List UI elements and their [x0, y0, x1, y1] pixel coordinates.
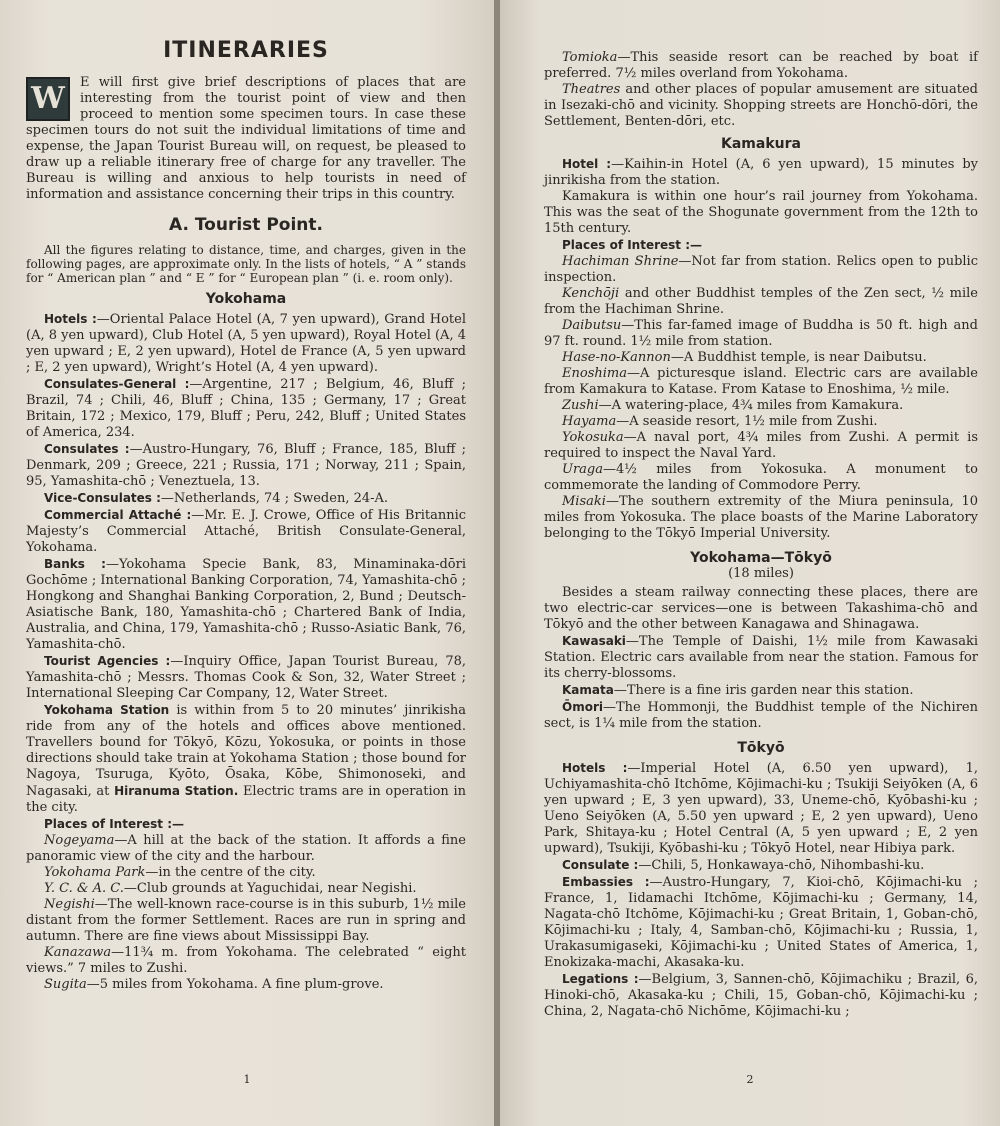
yokohama-banks	[26, 556, 466, 653]
page-number: 1	[243, 1073, 251, 1086]
place-name: Daibutsu	[562, 318, 622, 333]
text: is within from 5 to 20 minutes’ jinrikisha ride from any of the hotels and offices above mentioned. Travellers bound for Tōkyō, Kōzu, Yokosuka, or points in those directions should take train at Yokohama Station ; those bound for Nagoya, Tsuruga, Kyōto, Ōsaka, Kōbe, Shimonoseki, and Nagasaki, at	[26, 703, 466, 799]
page-number: 2	[746, 1073, 754, 1086]
place-name: Theatres	[562, 82, 621, 97]
text: —This seaside resort can be reached by boat if preferred. 7½ miles overland from Yokohama.	[544, 50, 978, 81]
place-name: Nogeyama	[44, 833, 115, 848]
text: —Imperial Hotel (A, 6.50 yen upward), 1, Uchiyamashita-chō Itchōme, Kōjimachi-ku ; Tsukiji Seiyōken (A, 6 yen upward ; E, 3 yen upward), 33, Uneme-chō, Kyōbashi-ku ; Ueno Seiyōken (A, 5.50 yen upward ; E, 2 yen upward), Ueno Park, Shitaya-ku ; Hotel Central (A, 5 yen upward ; E, 2 yen upward), Tsukiji, Kyōbashi-ku ; Tōkyō Hotel, near Hibiya park.	[544, 761, 978, 856]
place-name: Negishi	[44, 897, 95, 912]
label: Vice-Consulates :	[44, 491, 161, 505]
text: —The Hommonji, the Buddhist temple of the Nichiren sect, is 1¼ mile from the station.	[544, 700, 978, 731]
yokohama-tourist-agencies	[26, 653, 466, 702]
places-of-interest-label	[26, 816, 466, 833]
place-entry	[26, 945, 466, 977]
tokyo-heading: Tōkyō	[737, 740, 785, 756]
text: —Austro-Hungary, 7, Kioi-chō, Kōjimachi-ku ; France, 1, Iidamachi Itchōme, Kōjimachi-ku ; Germany, 14, Nagata-chō Itchōme, Kōjimachi-ku ; Great Britain, 1, Goban-chō, Kōjimachi-ku ; Italy, 4, Samban-chō, Kōjimachi-ku ; Russia, 1, Urakasumigaseki, Kōjimachi-ku ; United States of America, 1, Enokizaka-machi, Akasaka-ku.	[544, 875, 979, 970]
tokyo-embassies	[544, 874, 978, 971]
tokyo-hotels	[544, 760, 978, 857]
place-entry	[26, 977, 466, 993]
text: —A naval port, 4¾ miles from Zushi. A permit is required to inspect the Naval Yard.	[544, 430, 978, 461]
yokohama-consulates-general	[26, 376, 466, 441]
place-name: Hase-no-Kannon	[562, 350, 671, 365]
label: Tourist Agencies :	[44, 654, 171, 668]
yokohama-tokyo-heading: Yokohama—Tōkyō	[690, 550, 832, 566]
text: —Inquiry Office, Japan Tourist Bureau, 78, Yamashita-chō ; Messrs. Thomas Cook & Son, 32, Water Street ; International Sleeping Car Company, 12, Water Street.	[26, 654, 466, 701]
text: —This far-famed image of Buddha is 50 ft. high and 97 ft. round. 1½ mile from station.	[544, 318, 978, 349]
intro-paragraph: E will first give brief descriptions of places that are interesting from the tourist point of view and then proceed to mention some specimen tours. In case these specimen tours do not suit the individual limitations of time and expense, the Japan Tourist Bureau will, on request, be pleased to draw up a reliable itinerary free of charge for any traveller. The Bureau is willing and anxious to help tourists in need of information and assistance concerning their trips in this country.	[26, 75, 466, 202]
label: Kawasaki	[562, 634, 626, 648]
place-entry	[26, 881, 466, 897]
label: Yokohama Station	[44, 703, 170, 717]
label: Kamata	[562, 683, 614, 697]
place-name: Enoshima	[562, 366, 627, 381]
route-stop	[544, 682, 978, 699]
label: Places of Interest :—	[44, 817, 185, 831]
yokohama-tokyo-distance: (18 miles)	[728, 566, 794, 581]
text: —There is a fine iris garden near this station.	[613, 683, 914, 698]
place-name: Yokohama Park	[44, 865, 146, 880]
tokyo-consulate	[544, 857, 978, 874]
kamakura-hotel	[544, 156, 978, 189]
page-title: ITINERARIES	[163, 38, 329, 63]
route-stop	[544, 633, 978, 682]
place-name: Y. C. & A. C.	[44, 881, 124, 896]
label: Hotel :	[562, 157, 612, 171]
text: —Argentine, 217 ; Belgium, 46, Bluff ; Brazil, 74 ; Chili, 46, Bluff ; China, 135 ; Germany, 17 ; Great Britain, 172 ; Mexico, 179, Bluff ; Peru, 242, Bluff ; United States of America, 234.	[26, 377, 466, 440]
text: —The Temple of Daishi, 1½ mile from Kawasaki Station. Electric cars available from near the station. Famous for its cherry-blossoms.	[544, 634, 978, 681]
text: —Oriental Palace Hotel (A, 7 yen upward), Grand Hotel (A, 8 yen upward), Club Hotel (A, 5 yen upward), Royal Hotel (A, 4 yen upward ; E, 2 yen upward), Hotel de France (A, 5 yen upward ; E, 2 yen upward), Wright’s Hotel (A, 4 yen upward).	[26, 312, 466, 375]
label: Consulate :	[562, 858, 639, 872]
place-entry	[544, 318, 978, 350]
text: —5 miles from Yokohama. A fine plum-grove.	[86, 977, 384, 992]
text: —A picturesque island. Electric cars are available from Kamakura to Katase. From Katase to Enoshima, ½ mile.	[544, 366, 978, 397]
text: —Mr. E. J. Crowe, Office of His Britannic Majesty’s Commercial Attaché, British Consulate-General, Yokohama.	[26, 508, 467, 555]
place-name: Zushi	[562, 398, 599, 413]
label: Hotels :	[44, 312, 97, 326]
kamakura-description: Kamakura is within one hour’s rail journey from Yokohama. This was the seat of the Shogunate government from the 12th to 15th century.	[544, 189, 978, 236]
label: Places of Interest :—	[562, 238, 703, 252]
yokohama-hotels	[26, 311, 466, 376]
yokohama-station	[26, 702, 466, 816]
text: —Belgium, 3, Sannen-chō, Kōjimachiku ; Brazil, 6, Hinoki-chō, Akasaka-ku ; Chili, 15, Goban-chō, Kōjimachi-ku ; China, 2, Nagata-chō Nichōme, Kōjimachi-ku ;	[544, 972, 978, 1019]
place-name: Kanazawa	[44, 945, 112, 960]
label: Consulates :	[44, 442, 130, 456]
place-entry	[544, 286, 978, 318]
place-entry	[544, 366, 978, 398]
text: —Club grounds at Yaguchidai, near Negishi.	[123, 881, 417, 896]
text: —Netherlands, 74 ; Sweden, 24-A.	[160, 491, 389, 506]
places-of-interest-label	[544, 237, 978, 254]
text: —A hill at the back of the station. It affords a fine panoramic view of the city and the harbour.	[26, 833, 466, 864]
text: —Not far from station. Relics open to public inspection.	[544, 254, 978, 285]
place-entry	[544, 430, 978, 462]
yokohama-consulates	[26, 441, 466, 490]
place-name: Misaki	[562, 494, 606, 509]
text: —A seaside resort, 1½ mile from Zushi.	[616, 414, 878, 429]
place-entry	[544, 82, 978, 130]
text: Electric trams are in operation in the city.	[26, 784, 466, 815]
place-name: Hayama	[562, 414, 617, 429]
text: —Chili, 5, Honkawaya-chō, Nihombashi-ku.	[638, 858, 925, 873]
place-entry	[544, 50, 978, 82]
text: —Kaihin-in Hotel (A, 6 yen upward), 15 minutes by jinrikisha from the station.	[544, 157, 978, 188]
label: Hiranuma Station.	[114, 784, 239, 798]
text: —Yokohama Specie Bank, 83, Minaminaka-dōri Gochōme ; International Banking Corporation, 74, Yamashita-chō ; Hongkong and Shanghai Banking Corporation, 2, Bund ; Deutsch-Asiatische Bank, 180, Yamashita-chō ; Chartered Bank of India, Australia, and China, 179, Yamashita-chō ; Russo-Asiatic Bank, 76, Yamashita-chō.	[26, 557, 466, 652]
text: —The well-known race-course is in this suburb, 1½ mile distant from the former Settlement. Races are run in spring and autumn. There are fine views about Mississippi Bay.	[26, 897, 466, 944]
label: Banks :	[44, 557, 106, 571]
text: —in the centre of the city.	[145, 865, 316, 880]
place-name: Yokosuka	[562, 430, 624, 445]
label: Legations :	[562, 972, 639, 986]
section-title: A. Tourist Point.	[169, 215, 323, 235]
text: and other Buddhist temples of the Zen sect, ½ mile from the Hachiman Shrine.	[544, 286, 978, 317]
place-entry	[544, 398, 978, 414]
text: —A watering-place, 4¾ miles from Kamakura.	[598, 398, 904, 413]
text: —The southern extremity of the Miura peninsula, 10 miles from Yokosuka. The place boasts of the Marine Laboratory belonging to the Tōkyō Imperial University.	[544, 494, 978, 541]
place-name: Sugita	[44, 977, 87, 992]
yokohama-tokyo-description: Besides a steam railway connecting these places, there are two electric-car services—one is between Takashima-chō and Tōkyō and the other between Kanagawa and Shinagawa.	[544, 585, 978, 632]
right-page	[500, 0, 1000, 1126]
place-name: Tomioka	[562, 50, 618, 65]
route-stop	[544, 699, 978, 732]
place-entry	[544, 414, 978, 430]
place-name: Kenchōji	[562, 286, 620, 301]
place-entry	[544, 254, 978, 286]
drop-cap: W	[26, 77, 70, 121]
label: Embassies :	[562, 875, 650, 889]
label: Consulates-General :	[44, 377, 190, 391]
label: Ōmori	[562, 700, 603, 714]
text: —A Buddhist temple, is near Daibutsu.	[670, 350, 927, 365]
yokohama-heading: Yokohama	[205, 291, 287, 307]
place-entry	[26, 833, 466, 865]
yokohama-vice-consulates	[26, 490, 466, 507]
left-page	[0, 0, 494, 1126]
place-entry	[544, 462, 978, 494]
label: Commercial Attaché :	[44, 508, 192, 522]
text: —4½ miles from Yokosuka. A monument to commemorate the landing of Commodore Perry.	[544, 462, 978, 493]
text: —11¾ m. from Yokohama. The celebrated “ eight views.” 7 miles to Zushi.	[26, 945, 466, 976]
place-entry	[544, 350, 978, 366]
tokyo-legations	[544, 971, 978, 1020]
label: Hotels :	[562, 761, 628, 775]
place-entry	[26, 897, 466, 945]
kamakura-heading: Kamakura	[721, 136, 801, 152]
intro-block	[26, 75, 466, 203]
text: and other places of popular amusement are situated in Isezaki-chō and vicinity. Shopping streets are Honchō-dōri, the Settlement, Benten-dōri, etc.	[544, 82, 978, 129]
place-entry	[544, 494, 978, 542]
place-name: Hachiman Shrine	[562, 254, 679, 269]
yokohama-commercial-attache	[26, 507, 466, 556]
figures-note: All the figures relating to distance, time, and charges, given in the following pages, are approximate only. In the lists of hotels, “ A ” stands for “ American plan ” and “ E ” for “ European plan ” (i. e. room only).	[26, 243, 466, 285]
text: —Austro-Hungary, 76, Bluff ; France, 185, Bluff ; Denmark, 209 ; Greece, 221 ; Russia, 171 ; Norway, 211 ; Spain, 95, Yamashita-chō ; Veneztuela, 13.	[26, 442, 467, 489]
place-name: Uraga	[562, 462, 603, 477]
place-entry	[26, 865, 466, 881]
